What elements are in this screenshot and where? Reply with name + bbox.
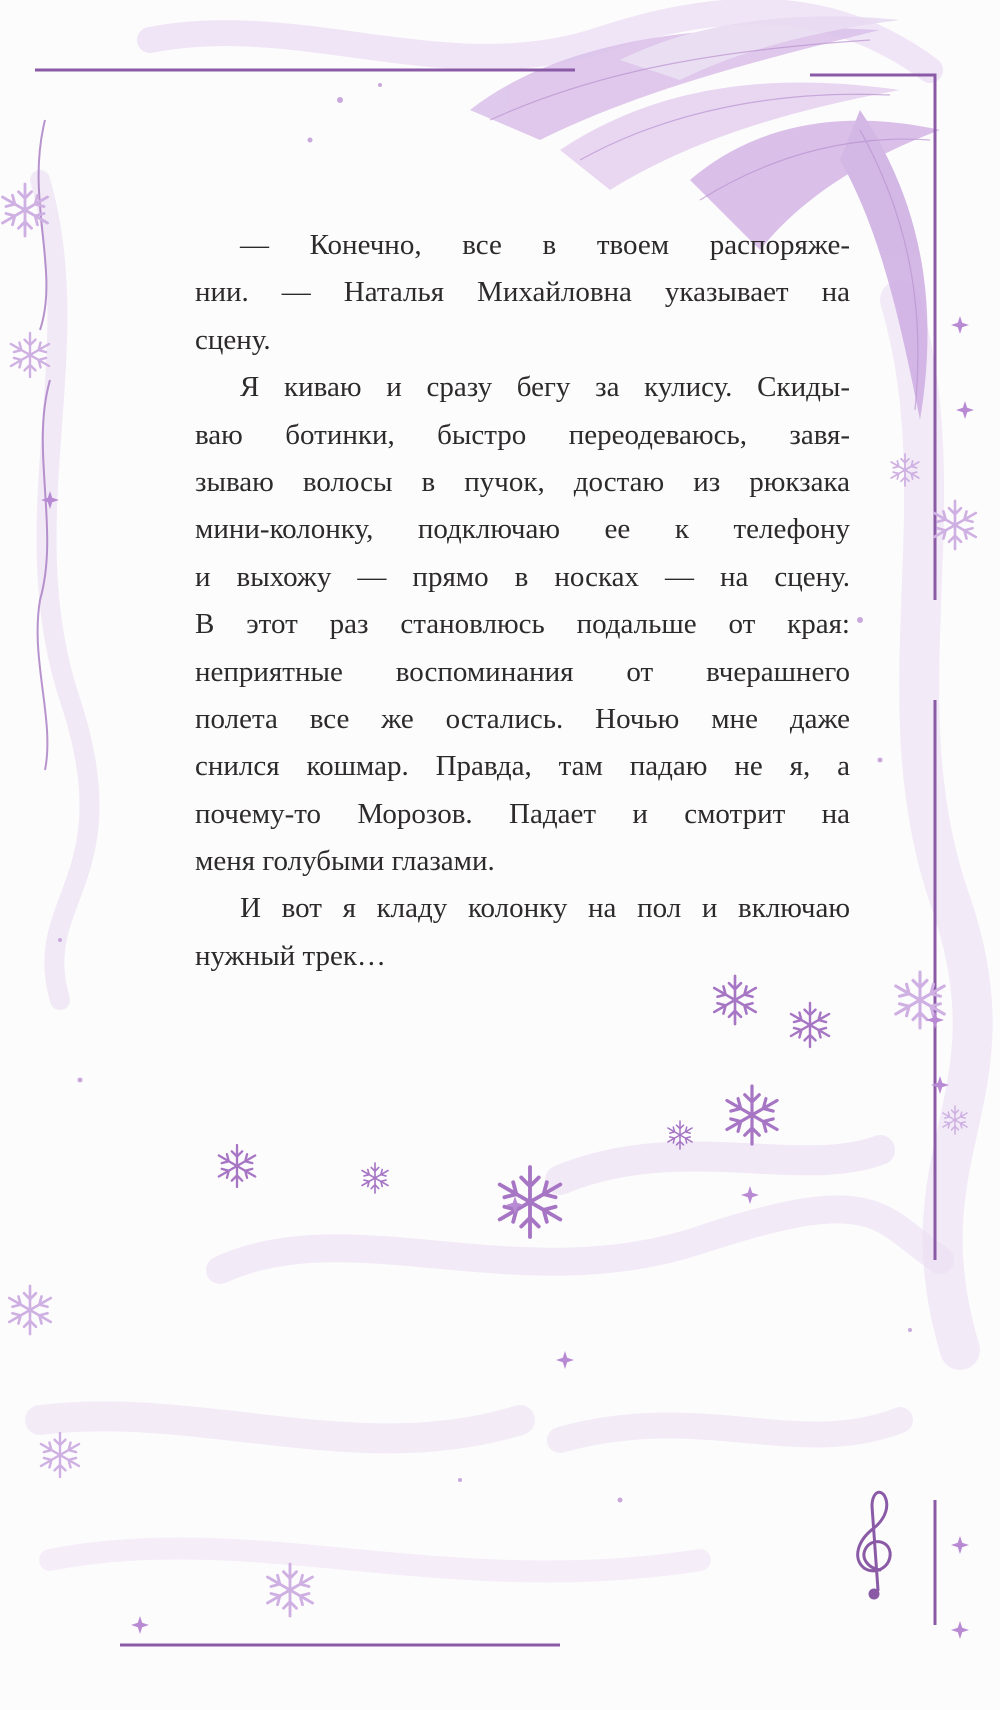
text-line: нужный трек… [195,939,386,972]
text-line: зываю волосы в пучок, достаю из рюкзака [195,465,850,498]
text-line: и выхожу — прямо в носках — на сцену. [195,560,850,593]
text-line: неприятные воспоминания от вчерашнего [195,655,850,688]
text-line: Я киваю и сразу бегу за кулису. Скиды- [240,371,850,404]
body-text [150,222,850,980]
text-line: сцену. [195,323,271,356]
text-line: ваю ботинки, быстро переодеваюсь, завя- [195,418,850,451]
text-line: И вот я кладу колонку на пол и включаю [240,892,850,925]
paragraph-2 [150,364,850,885]
paragraph-3 [150,885,850,980]
text-line: снился кошмар. Правда, там падаю не я, а [195,750,850,783]
text-line: В этот раз становлюсь подальше от края: [195,608,850,641]
text-line: меня голубыми глазами. [195,845,495,878]
text-line: мини-колонку, подключаю ее к телефону [195,513,850,546]
text-line: нии. — Наталья Михайловна указывает на [195,276,850,309]
text-line: — Конечно, все в твоем распоряже- [240,229,850,261]
treble-clef-icon [858,1492,891,1598]
text-line: почему-то Морозов. Падает и смотрит на [195,797,850,830]
text-line: полета все же остались. Ночью мне даже [195,702,850,735]
paragraph-1 [150,222,850,364]
